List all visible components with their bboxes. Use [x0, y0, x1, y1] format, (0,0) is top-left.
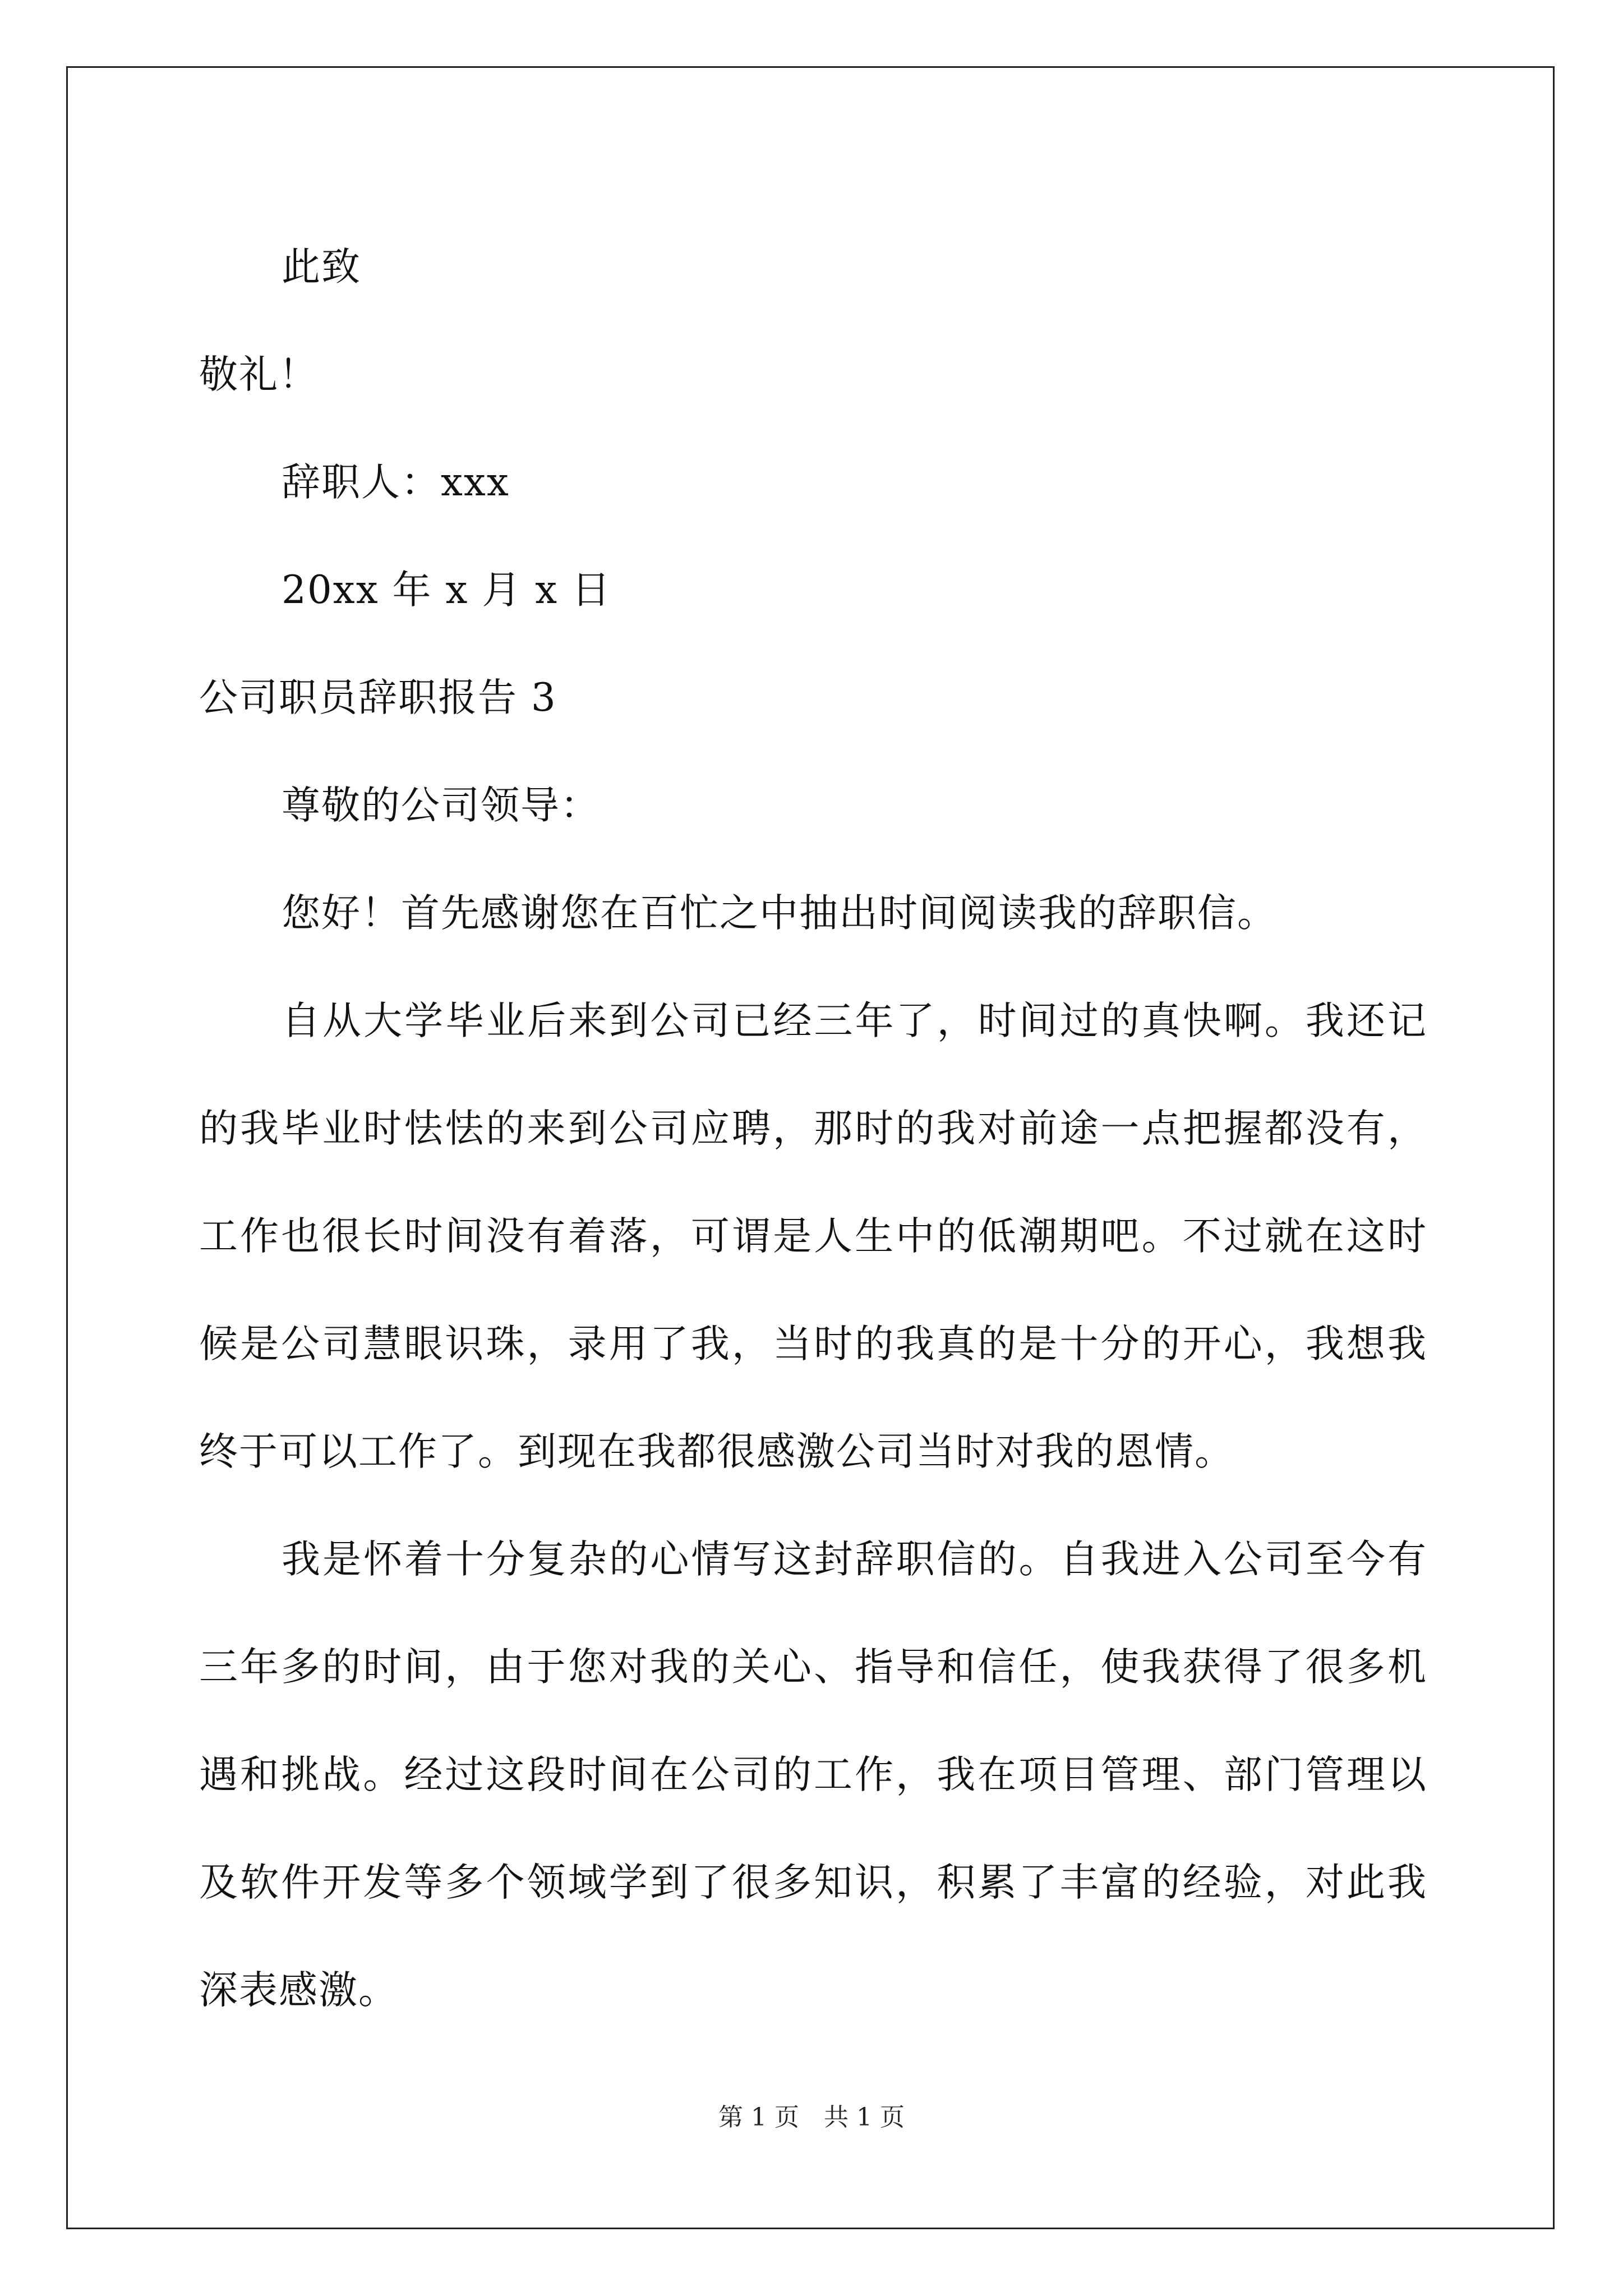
date-line: 20xx 年 x 月 x 日: [282, 568, 612, 613]
paragraph-2: 自从大学毕业后来到公司已经三年了，时间过的真快啊。我还记的我毕业时怯怯的来到公司应聘，那时的我对前途一点把握都没有，工作也很长时间没有着落，可谓是人生中的低潮期吧。不过就在这时候是公司慧眼识珠，录用了我，当时的我真的是十分的开心，我想我终于可以工作了。到现在我都很感激公司当时对我的恩情。: [199, 999, 1427, 1474]
paragraph-1: 您好！首先感谢您在百忙之中抽出时间阅读我的辞职信。: [282, 891, 1277, 936]
report-greeting: 尊敬的公司领导：: [282, 783, 600, 828]
paragraph-3: 我是怀着十分复杂的心情写这封辞职信的。自我进入公司至今有三年多的时间，由于您对我的关心、指导和信任，使我获得了很多机遇和挑战。经过这段时间在公司的工作，我在项目管理、部门管理以及软件开发等多个领域学到了很多知识，积累了丰富的经验，对此我深表感激。: [199, 1537, 1427, 2013]
closing-salutation: 此致: [282, 245, 361, 289]
document-body: [199, 213, 1427, 2044]
report-title: 公司职员辞职报告 3: [199, 675, 557, 720]
page-footer: 第 1 页 共 1 页: [718, 2103, 905, 2132]
closing-regards: 敬礼！: [199, 352, 319, 397]
signer-line: 辞职人：xxx: [282, 460, 510, 505]
